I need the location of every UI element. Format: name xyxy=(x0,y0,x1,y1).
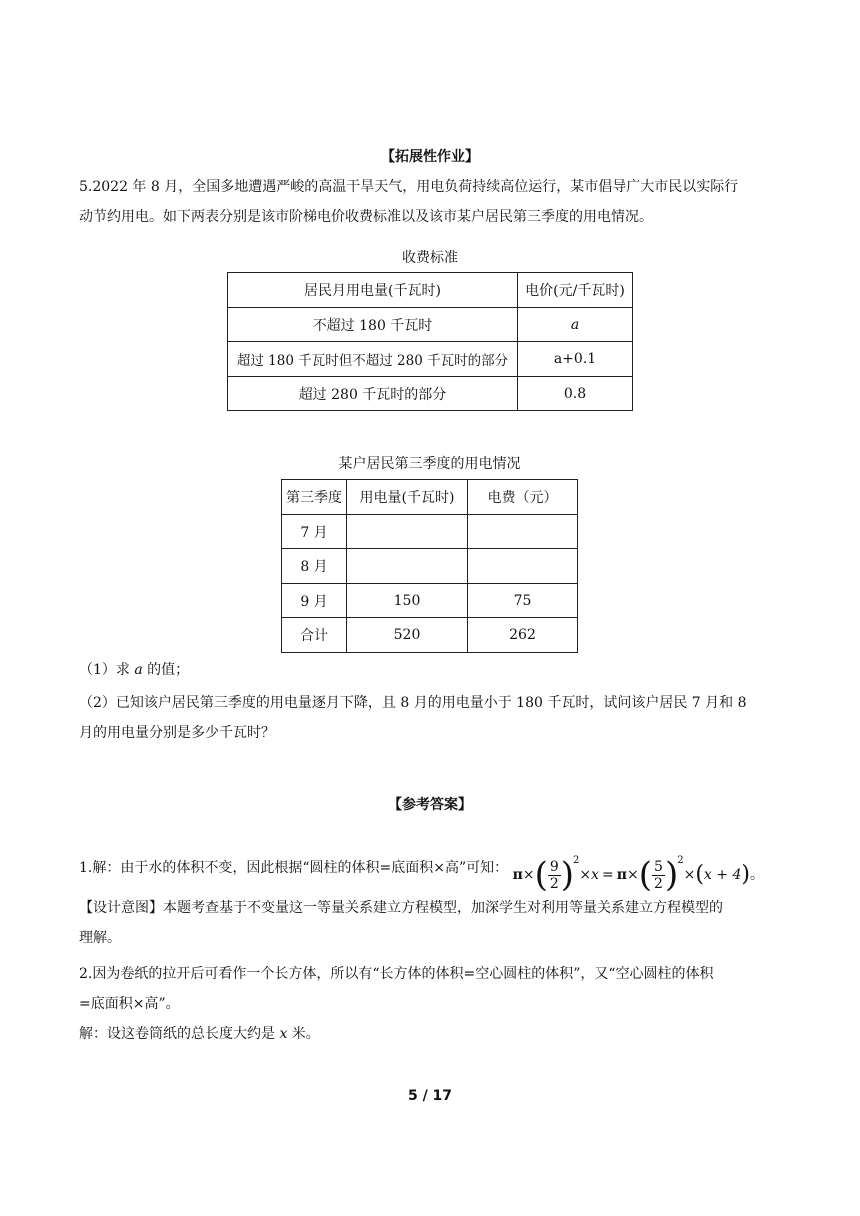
design-intent-line-2: 理解。 xyxy=(79,930,121,946)
design-intent xyxy=(79,893,787,953)
fraction-9-2 xyxy=(548,859,561,892)
table-row xyxy=(228,308,633,342)
problem-5-text xyxy=(79,172,787,232)
question-2 xyxy=(79,688,787,748)
table-cell xyxy=(347,549,468,584)
table-cell: 超过 280 千瓦时的部分 xyxy=(228,377,518,411)
table-header-cell: 第三季度 xyxy=(282,480,347,515)
paren-open: ( xyxy=(695,862,704,887)
section-title-answers: 【参考答案】 xyxy=(388,797,472,813)
table-cell: 75 xyxy=(468,584,578,618)
question-2-line-2: 月的用电量分别是多少千瓦时？ xyxy=(79,725,275,741)
table-cell xyxy=(468,515,578,549)
question-1-prefix: （1）求 xyxy=(79,662,135,678)
answer-2 xyxy=(79,959,787,1049)
design-intent-line-1: 【设计意图】本题考查基于不变量这一等量关系建立方程模型，加深学生对利用等量关系建立方程模型的 xyxy=(79,900,723,916)
answer-1-formula xyxy=(513,836,764,900)
fee-standard-table xyxy=(227,272,633,411)
usage-table xyxy=(281,479,578,653)
answer-2-line-1: 2.因为卷纸的拉开后可看作一个长方体，所以有“长方体的体积=空心圆柱的体积”，又“空心圆柱的体积 xyxy=(79,966,714,982)
table-row xyxy=(228,377,633,411)
table-header-cell: 电价(元/千瓦时) xyxy=(518,273,633,308)
times-symbol: × xyxy=(627,867,639,883)
fraction-5-2 xyxy=(652,859,665,892)
pi-symbol: π xyxy=(616,867,628,883)
fraction-denominator: 2 xyxy=(549,875,559,892)
paren-close: ) xyxy=(560,855,575,895)
table-cell: 8 月 xyxy=(282,549,347,584)
answer-2-line-3-suffix: 米。 xyxy=(287,1026,320,1042)
fraction-numerator: 5 xyxy=(654,858,663,875)
fraction-numerator: 9 xyxy=(549,858,559,875)
problem-5-line-2: 动节约用电。如下两表分别是该市阶梯电价收费标准以及该市某户居民第三季度的用电情况。 xyxy=(79,209,653,225)
exponent: 2 xyxy=(573,855,580,866)
paren-open: ( xyxy=(638,855,653,895)
variable-a: a xyxy=(570,316,580,333)
question-1-suffix: 的值； xyxy=(142,662,190,678)
answer-2-line-3-prefix: 解：设这卷筒纸的总长度大约是 xyxy=(79,1026,280,1042)
table-cell: a+0.1 xyxy=(518,342,633,377)
answer-2-line-2: =底面积×高”。 xyxy=(79,996,180,1012)
period: 。 xyxy=(749,867,764,883)
table-cell xyxy=(468,549,578,584)
table-header-cell: 电费（元） xyxy=(468,480,578,515)
table-row xyxy=(282,584,578,618)
page-number: 5 / 17 xyxy=(407,1088,453,1104)
pi-symbol: π xyxy=(512,867,523,883)
table-cell: 262 xyxy=(468,618,578,653)
table-row xyxy=(282,618,578,653)
table-cell: 不超过 180 千瓦时 xyxy=(228,308,518,342)
table-cell: 520 xyxy=(347,618,468,653)
fraction-denominator: 2 xyxy=(654,875,663,892)
section-title-extended-homework: 【拓展性作业】 xyxy=(381,149,479,165)
table-header-cell: 居民月用电量(千瓦时) xyxy=(228,273,518,308)
table-row xyxy=(228,273,633,308)
exponent: 2 xyxy=(677,855,684,866)
table-cell xyxy=(347,515,468,549)
table-header-cell: 用电量(千瓦时) xyxy=(347,480,468,515)
variable-x: x xyxy=(591,867,600,883)
table-cell: 9 月 xyxy=(282,584,347,618)
table-row xyxy=(282,480,578,515)
table-cell: 0.8 xyxy=(518,377,633,411)
variable-a: a xyxy=(134,662,143,678)
table-cell: 合计 xyxy=(282,618,347,653)
question-1 xyxy=(79,655,787,685)
times-symbol: × xyxy=(522,867,535,883)
paren-close: ) xyxy=(741,862,750,887)
table2-caption: 某户居民第三季度的用电情况 xyxy=(338,456,521,472)
answer-1 xyxy=(79,836,799,895)
question-2-line-1: （2）已知该户居民第三季度的用电量逐月下降，且 8 月的用电量小于 180 千瓦时，试问该户居民 7 月和 8 xyxy=(79,695,747,711)
equals-symbol: = xyxy=(602,867,614,883)
expression-x-plus-4: x + 4 xyxy=(703,867,742,883)
table1-caption: 收费标准 xyxy=(402,250,458,266)
table-row xyxy=(282,549,578,584)
variable-x: x xyxy=(279,1026,288,1042)
times-symbol: × xyxy=(683,867,696,883)
paren-close: ) xyxy=(664,855,679,895)
table-cell: 超过 180 千瓦时但不超过 280 千瓦时的部分 xyxy=(228,342,518,377)
table-cell xyxy=(518,308,633,342)
table-row xyxy=(228,342,633,377)
times-symbol: × xyxy=(579,867,592,883)
table-row xyxy=(282,515,578,549)
paren-open: ( xyxy=(534,855,548,895)
table-cell: 7 月 xyxy=(282,515,347,549)
answer-1-text: 1.解：由于水的体积不变，因此根据“圆柱的体积=底面积×高”可知： xyxy=(79,860,509,876)
problem-5-line-1: 5.2022 年 8 月，全国多地遭遇严峻的高温干旱天气，用电负荷持续高位运行，某市倡导广大市民以实际行 xyxy=(79,179,739,195)
table-cell: 150 xyxy=(347,584,468,618)
